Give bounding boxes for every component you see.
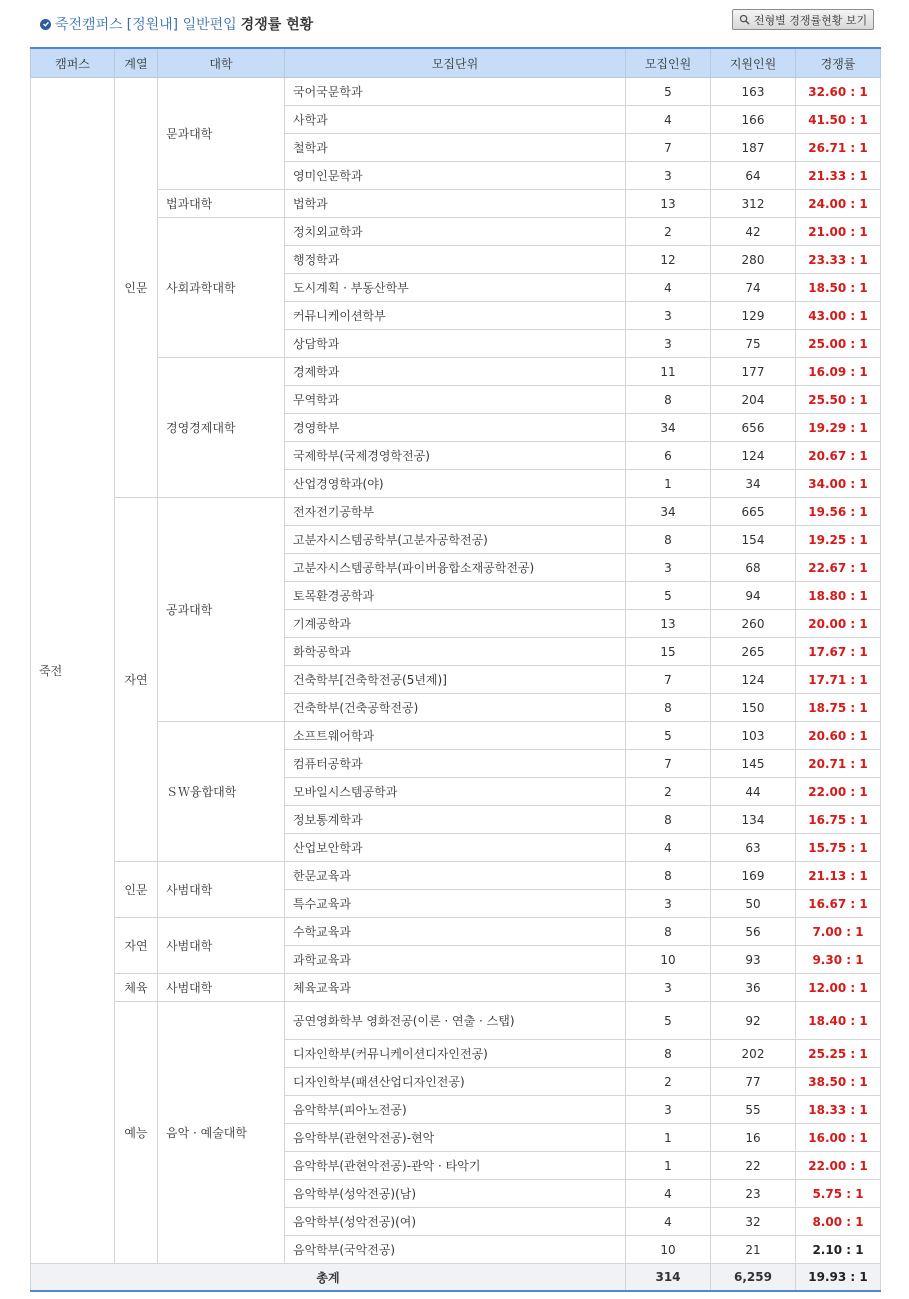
unit-cell: 음악학부(피아노전공) (285, 1096, 626, 1124)
college-cell: ＳＷ융합대학 (158, 722, 285, 862)
rate-cell: 21.00 : 1 (796, 218, 881, 246)
rate-cell: 18.75 : 1 (796, 694, 881, 722)
unit-cell: 디자인학부(커뮤니케이션디자인전공) (285, 1040, 626, 1068)
rate-cell: 19.25 : 1 (796, 526, 881, 554)
college-cell: 사범대학 (158, 974, 285, 1002)
rate-cell: 16.75 : 1 (796, 806, 881, 834)
unit-cell: 디자인학부(패션산업디자인전공) (285, 1068, 626, 1096)
rate-cell: 16.00 : 1 (796, 1124, 881, 1152)
unit-cell: 국어국문학과 (285, 78, 626, 106)
quota-cell: 8 (626, 806, 711, 834)
quota-cell: 2 (626, 778, 711, 806)
applicants-cell: 32 (711, 1208, 796, 1236)
quota-cell: 3 (626, 554, 711, 582)
quota-cell: 4 (626, 1208, 711, 1236)
quota-cell: 10 (626, 1236, 711, 1264)
applicants-cell: 177 (711, 358, 796, 386)
applicants-cell: 55 (711, 1096, 796, 1124)
quota-cell: 8 (626, 526, 711, 554)
applicants-cell: 656 (711, 414, 796, 442)
unit-cell: 건축학부[건축학전공(5년제)] (285, 666, 626, 694)
unit-cell: 모바일시스템공학과 (285, 778, 626, 806)
quota-cell: 4 (626, 274, 711, 302)
quota-cell: 8 (626, 1040, 711, 1068)
col-quota: 모집인원 (626, 48, 711, 78)
rate-cell: 26.71 : 1 (796, 134, 881, 162)
col-college: 대학 (158, 48, 285, 78)
applicants-cell: 68 (711, 554, 796, 582)
applicants-cell: 103 (711, 722, 796, 750)
competition-table (30, 47, 881, 1292)
rate-cell: 22.00 : 1 (796, 778, 881, 806)
applicants-cell: 63 (711, 834, 796, 862)
quota-cell: 11 (626, 358, 711, 386)
applicants-cell: 36 (711, 974, 796, 1002)
total-applicants: 6,259 (711, 1264, 796, 1292)
unit-cell: 음악학부(관현악전공)-관악 · 타악기 (285, 1152, 626, 1180)
quota-cell: 8 (626, 386, 711, 414)
applicants-cell: 74 (711, 274, 796, 302)
table-header-row (31, 48, 881, 78)
unit-cell: 특수교육과 (285, 890, 626, 918)
applicants-cell: 150 (711, 694, 796, 722)
rate-cell: 18.40 : 1 (796, 1002, 881, 1040)
col-unit: 모집단위 (285, 48, 626, 78)
applicants-cell: 163 (711, 78, 796, 106)
applicants-cell: 169 (711, 862, 796, 890)
total-quota: 314 (626, 1264, 711, 1292)
rate-cell: 19.56 : 1 (796, 498, 881, 526)
applicants-cell: 154 (711, 526, 796, 554)
quota-cell: 15 (626, 638, 711, 666)
applicants-cell: 77 (711, 1068, 796, 1096)
total-rate: 19.93 : 1 (796, 1264, 881, 1292)
rate-cell: 17.67 : 1 (796, 638, 881, 666)
search-icon (739, 14, 750, 25)
rate-cell: 25.50 : 1 (796, 386, 881, 414)
rate-cell: 23.33 : 1 (796, 246, 881, 274)
unit-cell: 건축학부(건축공학전공) (285, 694, 626, 722)
applicants-cell: 124 (711, 666, 796, 694)
quota-cell: 3 (626, 302, 711, 330)
total-row (31, 1264, 881, 1292)
quota-cell: 4 (626, 1180, 711, 1208)
quota-cell: 8 (626, 918, 711, 946)
title-suffix: 경쟁률 현황 (240, 17, 314, 33)
unit-cell: 사학과 (285, 106, 626, 134)
table-row (31, 78, 881, 106)
quota-cell: 3 (626, 890, 711, 918)
unit-cell: 컴퓨터공학과 (285, 750, 626, 778)
unit-cell: 화학공학과 (285, 638, 626, 666)
rate-cell: 18.33 : 1 (796, 1096, 881, 1124)
applicants-cell: 94 (711, 582, 796, 610)
college-cell: 공과대학 (158, 498, 285, 722)
college-cell: 사범대학 (158, 918, 285, 974)
quota-cell: 7 (626, 134, 711, 162)
rate-cell: 8.00 : 1 (796, 1208, 881, 1236)
applicants-cell: 42 (711, 218, 796, 246)
view-button-label: 전형별 경쟁률현황 보기 (753, 13, 868, 27)
rate-cell: 25.25 : 1 (796, 1040, 881, 1068)
applicants-cell: 34 (711, 470, 796, 498)
applicants-cell: 260 (711, 610, 796, 638)
col-campus: 캠퍼스 (31, 48, 115, 78)
quota-cell: 12 (626, 246, 711, 274)
quota-cell: 1 (626, 470, 711, 498)
quota-cell: 6 (626, 442, 711, 470)
col-series: 계열 (115, 48, 158, 78)
quota-cell: 13 (626, 190, 711, 218)
unit-cell: 경영학부 (285, 414, 626, 442)
quota-cell: 34 (626, 414, 711, 442)
table-row (31, 498, 881, 526)
rate-cell: 20.67 : 1 (796, 442, 881, 470)
unit-cell: 토목환경공학과 (285, 582, 626, 610)
quota-cell: 5 (626, 78, 711, 106)
check-circle-icon (40, 19, 51, 30)
applicants-cell: 44 (711, 778, 796, 806)
quota-cell: 34 (626, 498, 711, 526)
unit-cell: 영미인문학과 (285, 162, 626, 190)
college-cell: 음악 · 예술대학 (158, 1002, 285, 1264)
rate-cell: 17.71 : 1 (796, 666, 881, 694)
applicants-cell: 92 (711, 1002, 796, 1040)
applicants-cell: 16 (711, 1124, 796, 1152)
quota-cell: 7 (626, 750, 711, 778)
rate-cell: 20.00 : 1 (796, 610, 881, 638)
rate-cell: 18.80 : 1 (796, 582, 881, 610)
applicants-cell: 129 (711, 302, 796, 330)
unit-cell: 정치외교학과 (285, 218, 626, 246)
unit-cell: 상담학과 (285, 330, 626, 358)
quota-cell: 3 (626, 1096, 711, 1124)
college-cell: 법과대학 (158, 190, 285, 218)
unit-cell: 고분자시스템공학부(파이버융합소재공학전공) (285, 554, 626, 582)
unit-cell: 경제학과 (285, 358, 626, 386)
unit-cell: 공연영화학부 영화전공(이론 · 연출 · 스탭) (285, 1002, 626, 1040)
quota-cell: 4 (626, 834, 711, 862)
rate-cell: 38.50 : 1 (796, 1068, 881, 1096)
unit-cell: 소프트웨어학과 (285, 722, 626, 750)
unit-cell: 커뮤니케이션학부 (285, 302, 626, 330)
page-title (40, 12, 313, 36)
applicants-cell: 280 (711, 246, 796, 274)
series-cell: 자연 (115, 498, 158, 862)
unit-cell: 한문교육과 (285, 862, 626, 890)
unit-cell: 기계공학과 (285, 610, 626, 638)
table-row (31, 190, 881, 218)
applicants-cell: 166 (711, 106, 796, 134)
applicants-cell: 124 (711, 442, 796, 470)
rate-cell: 20.60 : 1 (796, 722, 881, 750)
series-cell: 인문 (115, 862, 158, 918)
series-cell: 예능 (115, 1002, 158, 1264)
unit-cell: 도시계획 · 부동산학부 (285, 274, 626, 302)
unit-cell: 고분자시스템공학부(고분자공학전공) (285, 526, 626, 554)
applicants-cell: 21 (711, 1236, 796, 1264)
applicants-cell: 56 (711, 918, 796, 946)
unit-cell: 과학교육과 (285, 946, 626, 974)
rate-cell: 43.00 : 1 (796, 302, 881, 330)
applicants-cell: 93 (711, 946, 796, 974)
applicants-cell: 134 (711, 806, 796, 834)
unit-cell: 음악학부(관현악전공)-현악 (285, 1124, 626, 1152)
table-row (31, 974, 881, 1002)
rate-cell: 7.00 : 1 (796, 918, 881, 946)
rate-cell: 16.09 : 1 (796, 358, 881, 386)
unit-cell: 음악학부(성악전공)(남) (285, 1180, 626, 1208)
unit-cell: 산업보안학과 (285, 834, 626, 862)
rate-cell: 41.50 : 1 (796, 106, 881, 134)
rate-cell: 16.67 : 1 (796, 890, 881, 918)
applicants-cell: 23 (711, 1180, 796, 1208)
applicants-cell: 265 (711, 638, 796, 666)
rate-cell: 20.71 : 1 (796, 750, 881, 778)
rate-cell: 12.00 : 1 (796, 974, 881, 1002)
rate-cell: 2.10 : 1 (796, 1236, 881, 1264)
rate-cell: 24.00 : 1 (796, 190, 881, 218)
applicants-cell: 204 (711, 386, 796, 414)
series-cell: 자연 (115, 918, 158, 974)
applicants-cell: 665 (711, 498, 796, 526)
table-row (31, 722, 881, 750)
quota-cell: 5 (626, 1002, 711, 1040)
quota-cell: 5 (626, 582, 711, 610)
unit-cell: 무역학과 (285, 386, 626, 414)
unit-cell: 수학교육과 (285, 918, 626, 946)
unit-cell: 법학과 (285, 190, 626, 218)
rate-cell: 9.30 : 1 (796, 946, 881, 974)
quota-cell: 5 (626, 722, 711, 750)
unit-cell: 체육교육과 (285, 974, 626, 1002)
quota-cell: 8 (626, 862, 711, 890)
quota-cell: 10 (626, 946, 711, 974)
college-cell: 사회과학대학 (158, 218, 285, 358)
rate-cell: 21.13 : 1 (796, 862, 881, 890)
col-rate: 경쟁률 (796, 48, 881, 78)
college-cell: 문과대학 (158, 78, 285, 190)
college-cell: 경영경제대학 (158, 358, 285, 498)
total-label: 총계 (31, 1264, 626, 1292)
unit-cell: 산업경영학과(야) (285, 470, 626, 498)
applicants-cell: 64 (711, 162, 796, 190)
campus-label: 죽전캠퍼스 (55, 17, 123, 33)
unit-cell: 국제학부(국제경영학전공) (285, 442, 626, 470)
rate-cell: 25.00 : 1 (796, 330, 881, 358)
rate-cell: 5.75 : 1 (796, 1180, 881, 1208)
rate-cell: 19.29 : 1 (796, 414, 881, 442)
applicants-cell: 22 (711, 1152, 796, 1180)
rate-cell: 34.00 : 1 (796, 470, 881, 498)
applicants-cell: 312 (711, 190, 796, 218)
view-by-type-button[interactable] (732, 9, 874, 30)
quota-cell: 8 (626, 694, 711, 722)
unit-cell: 음악학부(성악전공)(여) (285, 1208, 626, 1236)
unit-cell: 전자전기공학부 (285, 498, 626, 526)
unit-cell: 철학과 (285, 134, 626, 162)
college-cell: 사범대학 (158, 862, 285, 918)
quota-cell: 2 (626, 218, 711, 246)
quota-cell: 3 (626, 330, 711, 358)
applicants-cell: 75 (711, 330, 796, 358)
unit-cell: 음악학부(국악전공) (285, 1236, 626, 1264)
rate-cell: 22.67 : 1 (796, 554, 881, 582)
rate-cell: 15.75 : 1 (796, 834, 881, 862)
rate-cell: 18.50 : 1 (796, 274, 881, 302)
applicants-cell: 202 (711, 1040, 796, 1068)
quota-cell: 4 (626, 106, 711, 134)
rate-cell: 22.00 : 1 (796, 1152, 881, 1180)
unit-cell: 정보통계학과 (285, 806, 626, 834)
quota-cell: 3 (626, 162, 711, 190)
table-row (31, 218, 881, 246)
series-cell: 체육 (115, 974, 158, 1002)
table-row (31, 918, 881, 946)
quota-cell: 13 (626, 610, 711, 638)
col-applicants: 지원인원 (711, 48, 796, 78)
applicants-cell: 50 (711, 890, 796, 918)
campus-cell: 죽전 (31, 78, 115, 1264)
quota-cell: 7 (626, 666, 711, 694)
quota-cell: 1 (626, 1152, 711, 1180)
table-row (31, 1002, 881, 1040)
table-row (31, 862, 881, 890)
category-label: [정원내] 일반편입 (126, 17, 237, 33)
unit-cell: 행정학과 (285, 246, 626, 274)
applicants-cell: 145 (711, 750, 796, 778)
rate-cell: 32.60 : 1 (796, 78, 881, 106)
rate-cell: 21.33 : 1 (796, 162, 881, 190)
quota-cell: 3 (626, 974, 711, 1002)
quota-cell: 1 (626, 1124, 711, 1152)
applicants-cell: 187 (711, 134, 796, 162)
quota-cell: 2 (626, 1068, 711, 1096)
series-cell: 인문 (115, 78, 158, 498)
table-row (31, 358, 881, 386)
